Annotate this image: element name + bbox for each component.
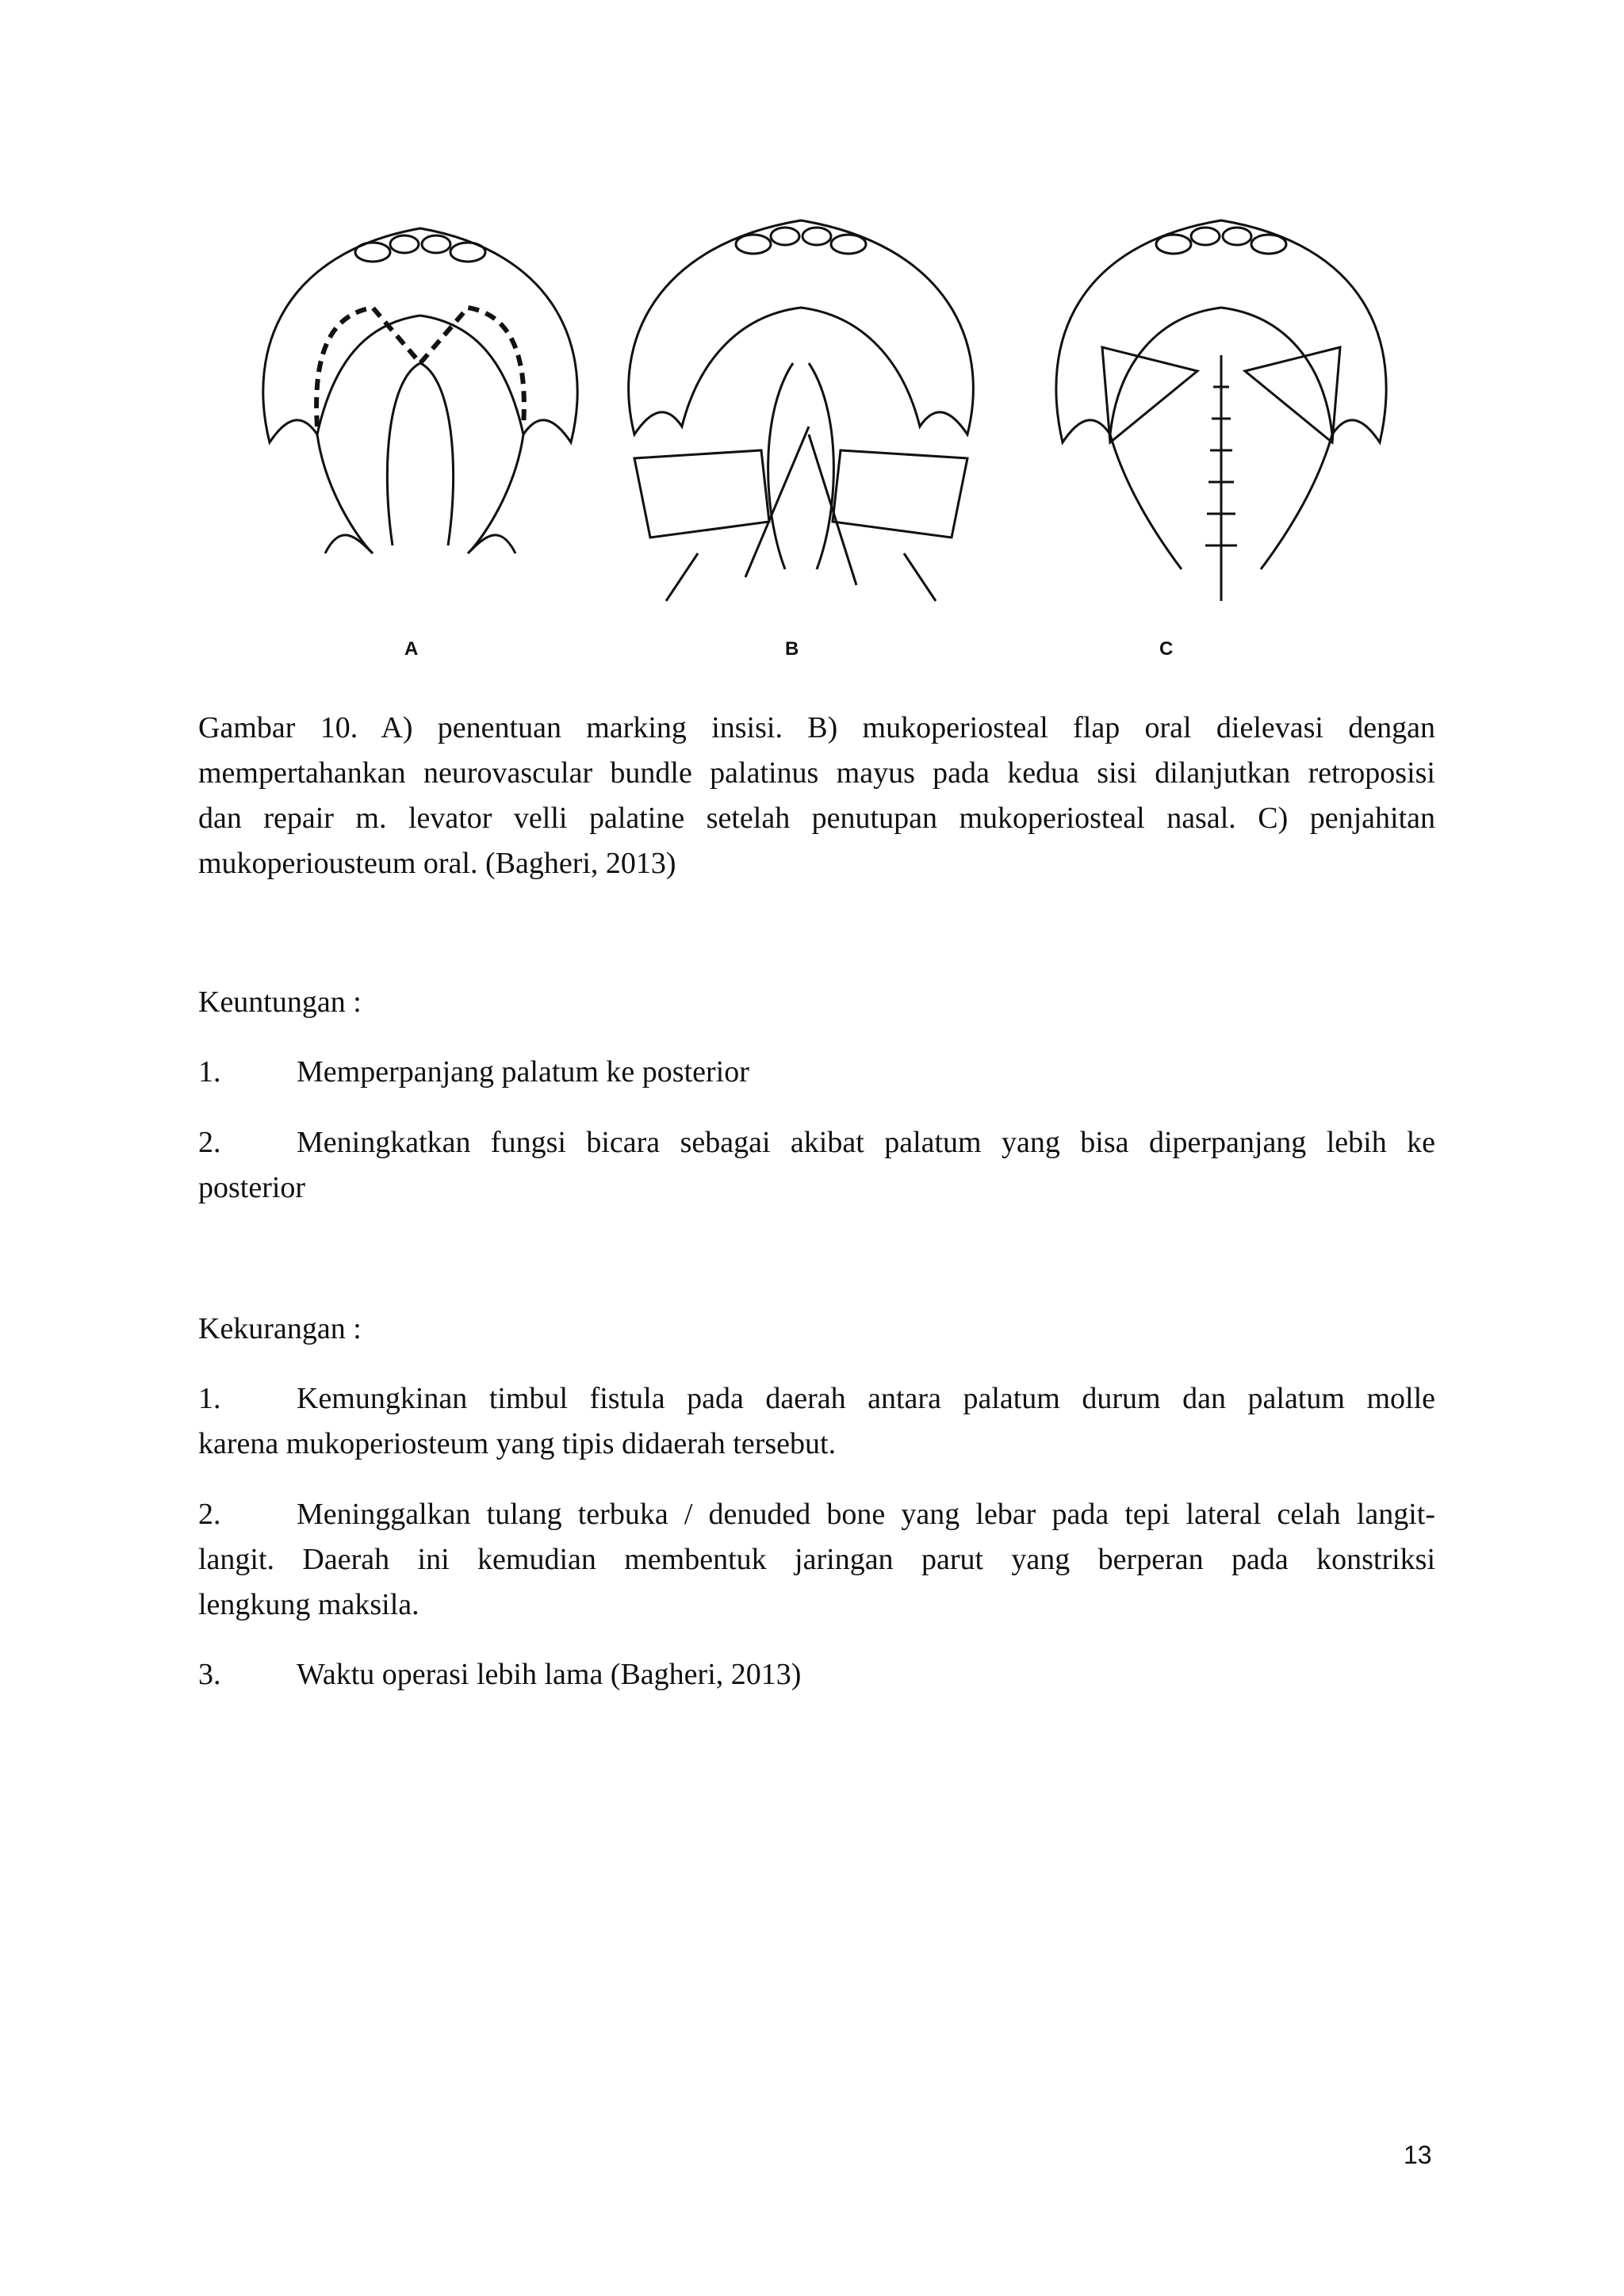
- item-text: Meninggalkan tulang terbuka / denuded bone yang lebar pada tepi lateral celah langit-: [297, 1498, 1435, 1531]
- item-number: 2.: [198, 1126, 221, 1159]
- panel-a-illustration: [238, 205, 603, 585]
- item-number: 2.: [198, 1498, 221, 1531]
- list-item: [198, 1492, 1435, 1537]
- list-item: [198, 1376, 1435, 1422]
- caption-line: mempertahankan neurovascular bundle palatinus mayus pada kedua sisi dilanjutkan retroposisi: [198, 756, 1435, 790]
- list-item: [198, 1652, 1435, 1697]
- caption-line: dan repair m. levator velli palatine setelah penutupan mukoperiosteal nasal. C) penjahitan: [198, 802, 1435, 835]
- disadvantages-heading: Kekurangan :: [198, 1312, 362, 1345]
- advantages-heading: Keuntungan :: [198, 985, 362, 1019]
- page-number: 13: [1404, 2141, 1432, 2169]
- panel-label-a: A: [404, 638, 419, 660]
- palate-surgery-figure: [230, 205, 1451, 680]
- item-number: 1.: [198, 1055, 221, 1089]
- caption-line: mukoperiousteum oral. (Bagheri, 2013): [198, 847, 676, 880]
- panel-label-c: C: [1159, 638, 1174, 660]
- item-number: 3.: [198, 1658, 221, 1691]
- item-text: Meningkatkan fungsi bicara sebagai akibat palatum yang bisa diperpanjang lebih ke: [297, 1126, 1435, 1159]
- item-text: Waktu operasi lebih lama (Bagheri, 2013): [297, 1658, 802, 1691]
- caption-line: Gambar 10. A) penentuan marking insisi. B) mukoperiosteal flap oral dielevasi dengan: [198, 711, 1435, 744]
- list-item-continuation: lengkung maksila.: [198, 1588, 419, 1621]
- list-item-continuation: karena mukoperiosteum yang tipis didaerah tersebut.: [198, 1427, 837, 1460]
- item-text: Memperpanjang palatum ke posterior: [297, 1055, 749, 1089]
- list-item-continuation: langit. Daerah ini kemudian membentuk jaringan parut yang berperan pada konstriksi: [198, 1543, 1435, 1576]
- list-item: [198, 1120, 1435, 1165]
- panel-b-illustration: [603, 205, 999, 617]
- panel-c-illustration: [1023, 205, 1419, 617]
- list-item-continuation: posterior: [198, 1171, 306, 1204]
- list-item: [198, 1050, 1435, 1095]
- item-text: Kemungkinan timbul fistula pada daerah antara palatum durum dan palatum molle: [297, 1382, 1435, 1415]
- panel-label-b: B: [785, 638, 799, 660]
- item-number: 1.: [198, 1382, 221, 1415]
